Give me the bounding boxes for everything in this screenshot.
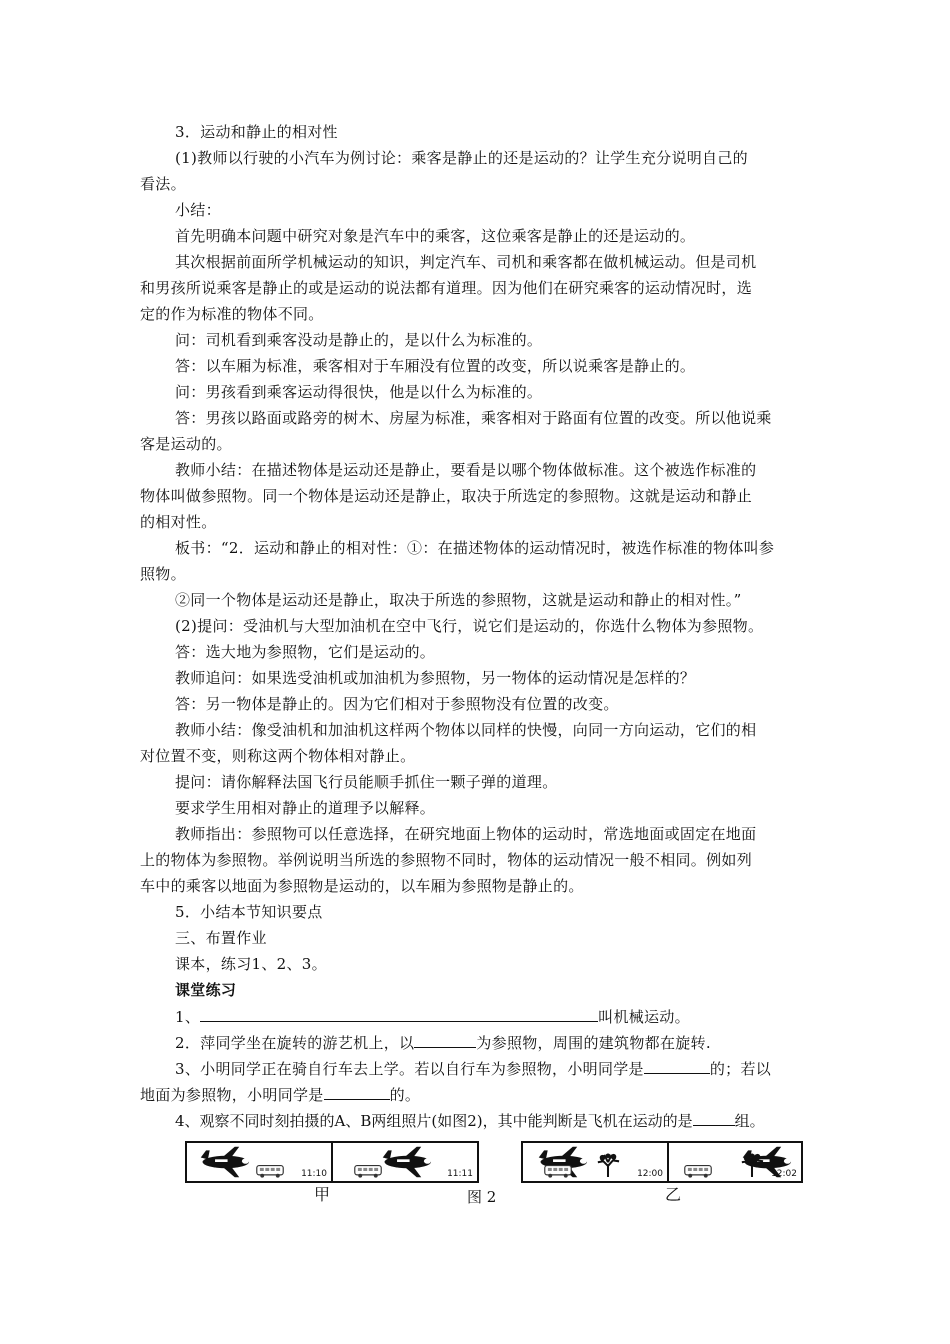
paragraph-line: 答：另一物体是静止的。因为它们相对于参照物没有位置的改变。 [175,695,619,713]
answer-blank[interactable] [414,1032,476,1048]
airplane-icon [193,1145,255,1179]
paragraph-line: 的相对性。 [140,513,217,531]
paragraph-line: 客是运动的。 [140,435,232,453]
paragraph-line: (2)提问：受油机与大型加油机在空中飞行，说它们是运动的，你选什么物体为参照物。 [175,617,764,635]
paragraph-line: 教师指出：参照物可以任意选择，在研究地面上物体的运动时，常选地面或固定在地面 [175,825,757,843]
tree-icon [739,1153,765,1177]
exercise-text: 组。 [734,1112,765,1130]
timestamp: 12:00 [637,1169,663,1179]
paragraph-line: 首先明确本问题中研究对象是汽车中的乘客，这位乘客是静止的还是运动的。 [175,227,696,245]
exercise-3 [175,1058,812,1080]
paragraph-line: 其次根据前面所学机械运动的知识，判定汽车、司机和乘客都在做机械运动。但是司机 [175,253,757,271]
photo-frame [521,1141,669,1183]
exercise-text: 叫机械运动。 [598,1008,690,1026]
paragraph-line: 照物。 [140,565,186,583]
paragraph-line: 答：选大地为参照物，它们是运动的。 [175,643,436,661]
answer-blank[interactable] [693,1110,735,1126]
paragraph-line: 5．小结本节知识要点 [175,903,323,921]
answer-blank[interactable] [200,1006,598,1022]
timestamp: 11:10 [301,1169,327,1179]
tree-icon [595,1153,621,1177]
answer-blank[interactable] [324,1084,390,1100]
bus-icon [253,1164,287,1178]
section-heading: 三、布置作业 [175,929,267,947]
paragraph-line: (1)教师以行驶的小汽车为例讨论：乘客是静止的还是运动的？让学生充分说明自己的 [175,149,748,167]
paragraph-line: 上的物体为参照物。举例说明当所选的参照物不同时，物体的运动情况一般不相同。例如列 [140,851,753,869]
timestamp: 11:11 [447,1169,473,1179]
paragraph-line: 答：男孩以路面或路旁的树木、房屋为标准，乘客相对于路面有位置的改变。所以他说乘 [175,409,772,427]
bus-icon [351,1164,385,1178]
exercise-4 [175,1110,812,1132]
paragraph-line: 要求学生用相对静止的道理予以解释。 [175,799,436,817]
exercise-text: 1、 [175,1008,201,1026]
paragraph-line: 教师小结：像受油机和加油机这样两个物体以同样的快慢，向同一方向运动，它们的相 [175,721,757,739]
paragraph-line: 问：男孩看到乘客运动得很快，他是以什么为标准的。 [175,383,543,401]
exercise-text: 4、观察不同时刻拍摄的A、B两组照片(如图2)，其中能判断是飞机在运动的是 [175,1112,693,1130]
paragraph-line: 小结： [175,201,221,219]
photo-frame [667,1141,803,1183]
paragraph-line: 教师小结：在描述物体是运动还是静止，要看是以哪个物体做标准。这个被选作标准的 [175,461,757,479]
figure-caption: 图 2 [467,1188,497,1206]
figure-label-right: 乙 [665,1185,682,1204]
exercise-text: 2．萍同学坐在旋转的游艺机上，以 [175,1034,415,1052]
photo-frame [331,1141,479,1183]
paragraph-line: 提问：请你解释法国飞行员能顺手抓住一颗子弹的道理。 [175,773,558,791]
paragraph-line: 车中的乘客以地面为参照物是运动的，以车厢为参照物是静止的。 [140,877,584,895]
paragraph-line: 物体叫做参照物。同一个物体是运动还是静止，取决于所选定的参照物。这就是运动和静止 [140,487,753,505]
exercise-3-cont [140,1084,812,1106]
exercise-text: 地面为参照物，小明同学是 [140,1086,324,1104]
bus-icon [681,1164,715,1178]
section-heading: 3．运动和静止的相对性 [175,123,338,141]
exercise-text: 的。 [389,1086,421,1104]
paragraph-line: 答：以车厢为标准，乘客相对于车厢没有位置的改变，所以说乘客是静止的。 [175,357,696,375]
paragraph-line: 问：司机看到乘客没动是静止的，是以什么为标准的。 [175,331,543,349]
bus-icon [541,1164,575,1178]
figure-label-left: 甲 [314,1185,331,1204]
exercise-text: 3、小明同学正在骑自行车去上学。若以自行车为参照物，小明同学是 [175,1060,644,1078]
exercise-2 [175,1032,812,1054]
paragraph-line: 看法。 [140,175,186,193]
paragraph-line: 定的作为标准的物体不同。 [140,305,324,323]
paragraph-line: 和男孩所说乘客是静止的或是运动的说法都有道理。因为他们在研究乘客的运动情况时，选 [140,279,753,297]
exercise-1 [175,1006,812,1028]
paragraph-line: 对位置不变，则称这两个物体相对静止。 [140,747,416,765]
answer-blank[interactable] [644,1058,710,1074]
timestamp: 12:02 [771,1169,797,1179]
exercise-text: 为参照物，周围的建筑物都在旋转. [476,1034,711,1052]
paragraph-line: 教师追问：如果选受油机或加油机为参照物，另一物体的运动情况是怎样的？ [175,669,696,687]
paragraph-line: 板书：“2．运动和静止的相对性：①：在描述物体的运动情况时，被选作标准的物体叫参 [175,539,775,557]
exercise-text: 的；若以 [709,1060,772,1078]
photo-frame [185,1141,333,1183]
exercise-heading: 课堂练习 [175,981,237,999]
paragraph-line: 课本，练习1、2、3。 [175,955,327,973]
paragraph-line: ②同一个物体是运动还是静止，取决于所选的参照物，这就是运动和静止的相对性。” [175,591,742,609]
